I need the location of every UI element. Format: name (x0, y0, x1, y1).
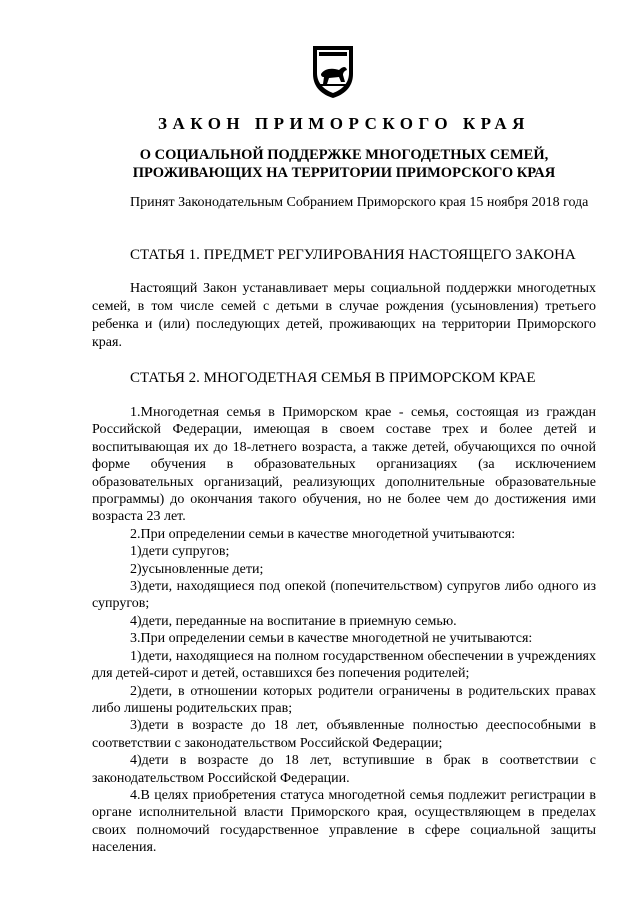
article-2-paragraph: 3)дети, находящиеся под опекой (попечительством) супругов либо одного из супругов; (92, 579, 596, 612)
article-2-paragraph: 4)дети, переданные на воспитание в приемную семью. (130, 613, 457, 629)
article-2-paragraph: 2)дети, в отношении которых родители ограничены в родительских правах либо лишены родительских прав; (92, 683, 596, 716)
law-subtitle (92, 146, 596, 182)
article-2-paragraph: 2)усыновленные дети; (130, 561, 264, 577)
article-1-heading: СТАТЬЯ 1. ПРЕДМЕТ РЕГУЛИРОВАНИЯ НАСТОЯЩЕГО ЗАКОНА (130, 247, 576, 263)
law-subtitle-line: ПРОЖИВАЮЩИХ НА ТЕРРИТОРИИ ПРИМОРСКОГО КРАЯ (132, 165, 556, 181)
article-2-paragraph: 1)дети супругов; (130, 544, 230, 560)
article-2-paragraph: 3)дети в возрасте до 18 лет, объявленные полностью дееспособными в соответствии с законодательством Российской Федерации; (92, 718, 596, 751)
article-1-text: Настоящий Закон устанавливает меры социальной поддержки многодетных семей, в том числе семей с детьми в случае рождения (усыновления) третьего ребенка и (или) последующих детей, проживающих на территории Приморского края. (92, 281, 596, 350)
law-subtitle-line: О СОЦИАЛЬНОЙ ПОДДЕРЖКЕ МНОГОДЕТНЫХ СЕМЕЙ, (139, 147, 549, 163)
coat-of-arms-icon (309, 44, 357, 100)
adoption-note: Принят Законодательным Собранием Приморского края 15 ноября 2018 года (130, 195, 589, 210)
article-2-paragraph: 2.При определении семьи в качестве многодетной учитываются: (130, 526, 516, 542)
article-2-paragraph: 3.При определении семьи в качестве многодетной не учитываются: (130, 631, 533, 647)
article-2-paragraph: 1)дети, находящиеся на полном государственном обеспечении в учреждениях для детей-сирот и детей, оставшихся без попечения родителей; (92, 648, 596, 682)
article-2-heading: СТАТЬЯ 2. МНОГОДЕТНАЯ СЕМЬЯ В ПРИМОРСКОМ КРАЕ (130, 370, 536, 386)
article-2-paragraph: 4.В целях приобретения статуса многодетной семья подлежит регистрации в органе исполнительной власти Приморского края, осуществляющем в пределах своих полномочий государственное управление в сфере социальной защиты населения. (92, 787, 596, 856)
article-2-paragraph: 1.Многодетная семья в Приморском крае - семья, состоящая из граждан Российской Федерации, имеющая в своем составе трех и более детей и воспитывающая их до 18-летнего возраста, а также детей, обучающихся по очной форме обучения в образовательных организациях (за исключением образовательных организаций, реализующих дополнительные образовательные программы) до окончания такого обучения, но не более чем до достижения ими возраста 23 лет. (92, 405, 596, 525)
law-title: ЗАКОН ПРИМОРСКОГО КРАЯ (158, 114, 530, 133)
article-2-body (92, 404, 596, 857)
article-2-paragraph: 4)дети в возрасте до 18 лет, вступившие в брак в соответствии с законодательством Российской Федерации. (92, 753, 596, 786)
